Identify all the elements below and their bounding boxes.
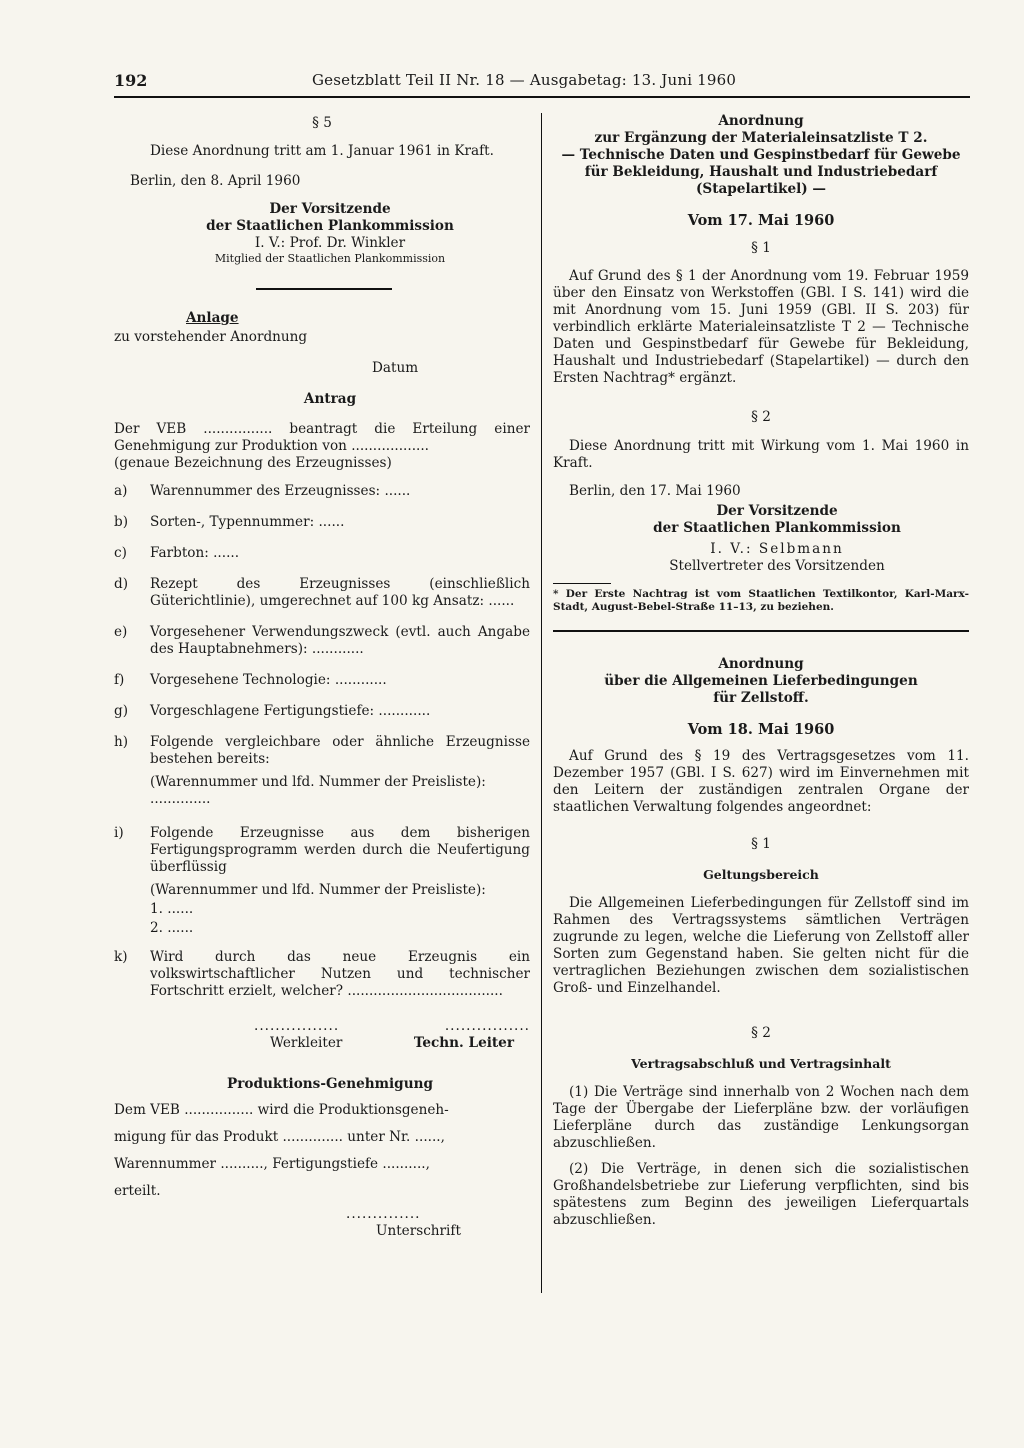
ordinance-1-sig-name: I. V.: Selbmann	[710, 541, 844, 557]
ordinance-1-place-date: Berlin, den 17. Mai 1960	[569, 483, 741, 499]
datum-label: Datum	[372, 360, 419, 376]
list-item	[114, 483, 530, 500]
ordinance-2-s2-p1: (1) Die Verträge sind innerhalb von 2 Wochen nach dem Tage der Übergabe der Lieferpläne bzw. der vorläufigen Lieferpläne durch das zuständige Lenkungsorgan abzuschließen.	[553, 1084, 969, 1151]
signature-werkleiter: Werkleiter	[270, 1035, 343, 1051]
signature-dots-left: ................	[254, 1018, 340, 1034]
h-sub-label: (Warennummer und lfd. Nummer der Preisliste):	[150, 774, 486, 790]
signatory-authority: der Staatlichen Plankommission	[206, 218, 454, 234]
unterschrift-label: Unterschrift	[376, 1223, 461, 1239]
header-title: Gesetzblatt Teil II Nr. 18 — Ausgabetag: 13. Juni 1960	[312, 71, 737, 89]
ordinance-1-sig-title: Der Vorsitzende	[716, 503, 838, 519]
left-column	[114, 113, 530, 1240]
genehmigung-line-2: migung für das Produkt .............. unter Nr. ......,	[114, 1129, 445, 1145]
item-label: a)	[114, 483, 128, 499]
item-label: g)	[114, 703, 129, 719]
footnote-rule	[553, 583, 611, 584]
item-text: Vorgesehene Technologie: ............	[150, 672, 387, 688]
item-label: h)	[114, 734, 129, 750]
ordinance-1-sig-authority: der Staatlichen Plankommission	[653, 520, 901, 536]
anlage-subtitle: zu vorstehender Anordnung	[114, 329, 308, 345]
ordinance-2-date: Vom 18. Mai 1960	[687, 721, 835, 738]
item-text: Wird durch das neue Erzeugnis ein volkswirtschaftlicher Nutzen und technischer Fortschritt erzielt, welcher? ....................................	[150, 949, 530, 999]
signature-dots-right: ................	[444, 1018, 530, 1034]
signatory-name: I. V.: Prof. Dr. Winkler	[254, 235, 406, 251]
genehmigung-line-4: erteilt.	[114, 1183, 161, 1199]
signature-dots-row	[254, 1018, 530, 1035]
ordinance-2-s1-text: Die Allgemeinen Lieferbedingungen für Zellstoff sind im Rahmen des Vertragssystems sämtlichen Verträgen zugrunde zu legen, welche die Lieferung von Zellstoff aller Sorten zum Gegenstand haben. Sie gelten nicht für die vertraglichen Beziehungen zwischen dem sozialistischen Groß- und Einzelhandel.	[553, 895, 969, 996]
right-column	[553, 113, 969, 1229]
item-label: k)	[114, 949, 128, 965]
ordinance-2-s1: § 1	[751, 836, 771, 852]
list-item	[114, 514, 530, 531]
effective-date-text: Diese Anordnung tritt am 1. Januar 1961 in Kraft.	[150, 143, 494, 159]
ordinance-1-sig-role: Stellvertreter des Vorsitzenden	[669, 558, 885, 574]
column-divider	[541, 113, 542, 1293]
ordinance-2-s2-heading: Vertragsabschluß und Vertragsinhalt	[631, 1056, 891, 1071]
item-label: d)	[114, 576, 129, 592]
section-separator	[256, 288, 392, 290]
signature-techn-leiter: Techn. Leiter	[413, 1035, 514, 1051]
ordinance-2-intro: Auf Grund des § 19 des Vertragsgesetzes vom 11. Dezember 1957 (GBl. I S. 627) wird im Einvernehmen mit den Leitern der zuständigen zentralen Organe der staatlichen Verwaltung folgendes angeordnet:	[553, 748, 969, 815]
item-text: Folgende Erzeugnisse aus dem bisherigen Fertigungsprogramm werden durch die Neufertigung überflüssig	[150, 825, 530, 875]
page-number: 192	[114, 71, 148, 90]
h-sub-dots: ..............	[150, 791, 211, 807]
item-text: Rezept des Erzeugnisses (einschließlich Güterichtlinie), umgerechnet auf 100 kg Ansatz: ......	[150, 576, 530, 609]
ordinance-1-s2: § 2	[751, 409, 771, 425]
list-item	[114, 825, 530, 876]
genehmigung-heading: Produktions-Genehmigung	[227, 1076, 433, 1092]
unterschrift-dots: ..............	[346, 1206, 421, 1222]
ordinance-1-subtitle: zur Ergänzung der Materialeinsatzliste T 2.	[594, 130, 928, 146]
list-item	[114, 703, 530, 720]
list-item	[114, 734, 530, 768]
ordinance-1-title: Anordnung	[718, 113, 804, 129]
list-item	[114, 545, 530, 562]
ordinance-1-scope: — Technische Daten und Gespinstbedarf für Gewebe für Bekleidung, Haushalt und Industriebedarf (Stapelartikel) —	[561, 147, 961, 197]
i-sub-line-1: 1. ......	[150, 901, 194, 917]
item-text: Farbton: ......	[150, 545, 240, 561]
list-item	[114, 624, 530, 658]
signatory-title: Der Vorsitzende	[269, 201, 391, 217]
ordinance-2-s1-heading: Geltungsbereich	[703, 867, 819, 882]
i-sub-label: (Warennummer und lfd. Nummer der Preisliste):	[150, 882, 486, 898]
ordinance-2-s2: § 2	[751, 1025, 771, 1041]
ordinance-2-title: Anordnung	[718, 656, 804, 672]
i-sub-line-2: 2. ......	[150, 920, 194, 936]
antrag-items	[114, 483, 530, 768]
item-label: c)	[114, 545, 127, 561]
ordinance-separator	[553, 630, 969, 632]
ordinance-2-subject: für Zellstoff.	[713, 690, 809, 706]
anlage-heading: Anlage	[186, 310, 239, 326]
ordinance-1-date: Vom 17. Mai 1960	[687, 212, 835, 229]
item-text: Sorten-, Typennummer: ......	[150, 514, 345, 530]
ordinance-2-subtitle: über die Allgemeinen Lieferbedingungen	[604, 673, 918, 689]
section-heading: § 5	[312, 115, 332, 131]
item-text: Warennummer des Erzeugnisses: ......	[150, 483, 411, 499]
item-label: f)	[114, 672, 125, 688]
footnote: * Der Erste Nachtrag ist vom Staatlichen Textilkontor, Karl-Marx-Stadt, August-Bebel-Straße 11–13, zu beziehen.	[553, 588, 969, 613]
list-item	[114, 949, 530, 1000]
antrag-intro-note: (genaue Bezeichnung des Erzeugnisses)	[114, 455, 392, 471]
item-label: e)	[114, 624, 128, 640]
antrag-heading: Antrag	[303, 391, 357, 407]
page-header	[114, 71, 970, 95]
ordinance-1-s2-text: Diese Anordnung tritt mit Wirkung vom 1. Mai 1960 in Kraft.	[553, 438, 969, 471]
list-item	[114, 576, 530, 610]
list-item	[114, 672, 530, 689]
signatory-role: Mitglied der Staatlichen Plankommission	[214, 252, 446, 265]
item-text: Vorgesehener Verwendungszweck (evtl. auch Angabe des Hauptabnehmers): ............	[150, 624, 530, 657]
item-text: Vorgeschlagene Fertigungstiefe: ............	[150, 703, 431, 719]
place-date: Berlin, den 8. April 1960	[130, 173, 301, 189]
item-label: b)	[114, 514, 129, 530]
item-text: Folgende vergleichbare oder ähnliche Erzeugnisse bestehen bereits:	[150, 734, 530, 767]
genehmigung-line-3: Warennummer .........., Fertigungstiefe ..........,	[114, 1156, 430, 1172]
signature-labels	[270, 1035, 514, 1052]
antrag-intro: Der VEB ................ beantragt die Erteilung einer Genehmigung zur Produktion von ..................	[114, 421, 530, 454]
ordinance-1-s1: § 1	[751, 240, 771, 256]
ordinance-2-s2-p2: (2) Die Verträge, in denen sich die sozialistischen Großhandelsbetriebe zur Lieferung verpflichten, sind bis spätestens zum Beginn des jeweiligen Lieferquartals abzuschließen.	[553, 1161, 969, 1228]
ordinance-1-s1-text: Auf Grund des § 1 der Anordnung vom 19. Februar 1959 über den Einsatz von Werkstoffen (GBl. I S. 141) wird die mit Anordnung vom 15. Juni 1959 (GBl. II S. 203) für verbindlich erklärte Materialeinsatzliste T 2 — Technische Daten und Gespinstbedarf für Gewebe für Bekleidung, Haushalt und Industriebedarf (Stapelartikel) — durch den Ersten Nachtrag* ergänzt.	[553, 268, 969, 386]
genehmigung-line-1: Dem VEB ................ wird die Produktionsgeneh-	[114, 1102, 449, 1118]
header-rule	[114, 96, 970, 98]
item-label: i)	[114, 825, 124, 841]
